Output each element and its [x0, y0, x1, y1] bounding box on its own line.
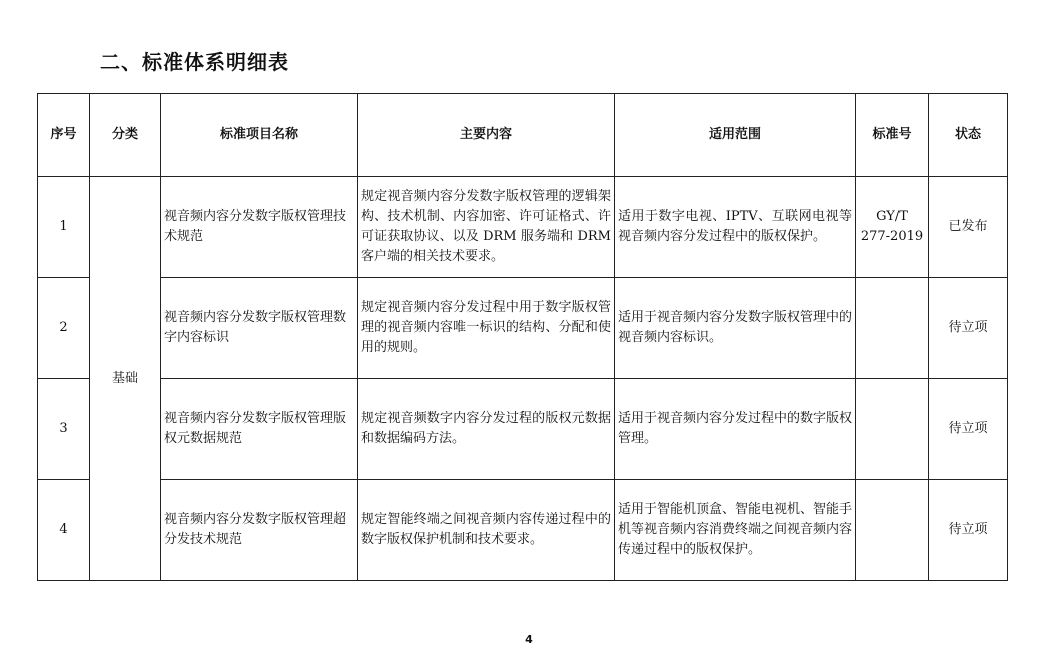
section-heading: 二、标准体系明细表 — [100, 50, 289, 74]
page-number: 4 — [525, 633, 533, 646]
standard-number — [856, 177, 929, 278]
header-category: 分类 — [90, 94, 161, 177]
scope: 适用于视音频内容分发数字版权管理中的视音频内容标识。 — [615, 278, 856, 379]
main-content: 规定视音频内容分发数字版权管理的逻辑架构、技术机制、内容加密、许可证格式、许可证获取协议、以及 DRM 服务端和 DRM 客户端的相关技术要求。 — [358, 177, 615, 278]
standard-name: 视音频内容分发数字版权管理数字内容标识 — [161, 278, 358, 379]
row-index: 2 — [38, 278, 90, 379]
category-cell: 基础 — [90, 177, 161, 581]
main-content: 规定视音频数字内容分发过程的版权元数据和数据编码方法。 — [358, 379, 615, 480]
header-status: 状态 — [929, 94, 1008, 177]
standard-number-line2: 277-2019 — [860, 229, 924, 244]
table-row — [38, 278, 1008, 379]
standard-number-line1: GY/T — [876, 209, 908, 224]
standard-name: 视音频内容分发数字版权管理超分发技术规范 — [161, 480, 358, 581]
row-index: 3 — [38, 379, 90, 480]
header-standard-number: 标准号 — [856, 94, 929, 177]
header-standard-name: 标准项目名称 — [161, 94, 358, 177]
status: 待立项 — [929, 278, 1008, 379]
scope: 适用于视音频内容分发过程中的数字版权管理。 — [615, 379, 856, 480]
table-header-row — [38, 94, 1008, 177]
table-row — [38, 379, 1008, 480]
header-main-content: 主要内容 — [358, 94, 615, 177]
standard-number — [856, 480, 929, 581]
main-content: 规定视音频内容分发过程中用于数字版权管理的视音频内容唯一标识的结构、分配和使用的规则。 — [358, 278, 615, 379]
status: 待立项 — [929, 379, 1008, 480]
standard-number — [856, 379, 929, 480]
table-row — [38, 177, 1008, 278]
header-scope: 适用范围 — [615, 94, 856, 177]
standards-table — [37, 93, 1008, 581]
standard-name: 视音频内容分发数字版权管理版权元数据规范 — [161, 379, 358, 480]
table-row — [38, 480, 1008, 581]
standard-number — [856, 278, 929, 379]
main-content: 规定智能终端之间视音频内容传递过程中的数字版权保护机制和技术要求。 — [358, 480, 615, 581]
row-index: 4 — [38, 480, 90, 581]
status: 待立项 — [929, 480, 1008, 581]
scope: 适用于数字电视、IPTV、互联网电视等视音频内容分发过程中的版权保护。 — [615, 177, 856, 278]
row-index: 1 — [38, 177, 90, 278]
header-index: 序号 — [38, 94, 90, 177]
status: 已发布 — [929, 177, 1008, 278]
standard-name: 视音频内容分发数字版权管理技术规范 — [161, 177, 358, 278]
scope: 适用于智能机顶盒、智能电视机、智能手机等视音频内容消费终端之间视音频内容传递过程中的版权保护。 — [615, 480, 856, 581]
